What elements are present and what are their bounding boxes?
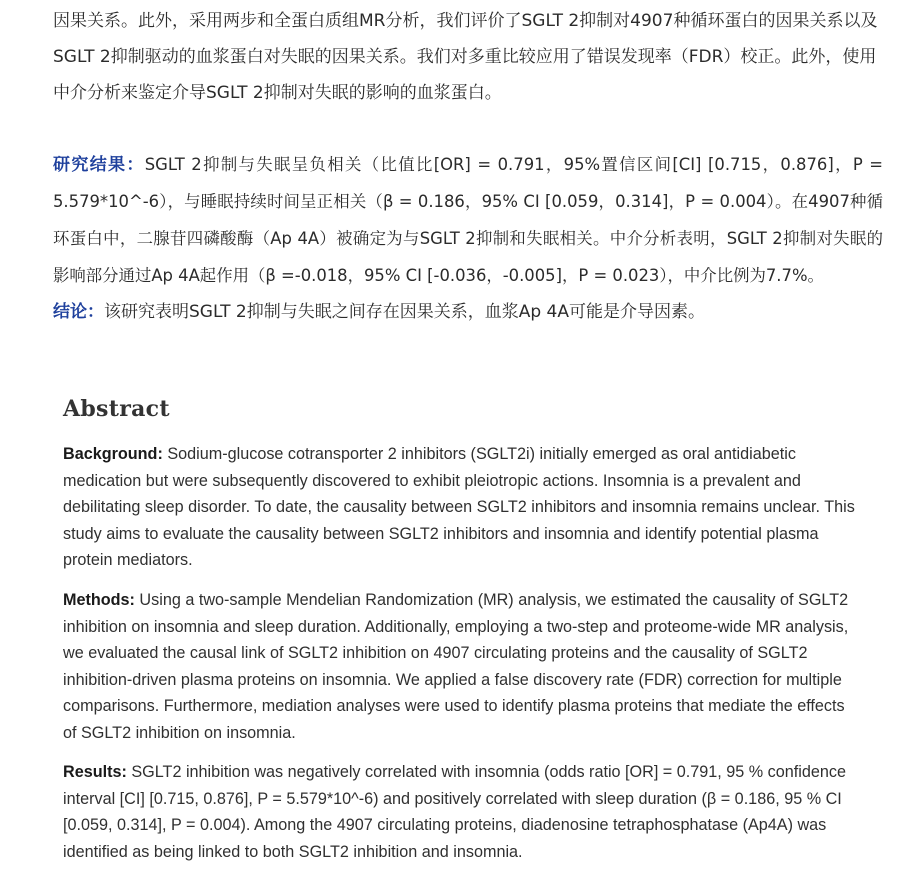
background-text: Sodium-glucose cotransporter 2 inhibitors (SGLT2i) initially emerged as oral antidiabetic medication but were subsequently discovered to exhibit pleiotropic actions. Insomnia is a prevalent and debilitating sleep disorder. To date, the causality between SGLT2 inhibitors and insomnia remains unclear. This study aims to evaluate the causality between SGLT2 inhibitors and insomnia and identify potential plasma protein mediators. [63,445,855,570]
methods-label: Methods: [63,591,135,609]
abstract-screenshot [52,388,862,871]
abstract-methods-paragraph [63,587,859,747]
cn-results-text: SGLT 2抑制与失眠呈负相关（比值比[OR] = 0.791，95%置信区间[CI] [0.715，0.876]，P = 5.579*10^-6），与睡眠持续时间呈正相关（β = 0.186，95% CI [0.059，0.314]，P = 0.004）。在4907种循环蛋白中，二腺苷四磷酸酶（Ap 4A）被确定为与SGLT 2抑制和失眠相关。中介分析表明，SGLT 2抑制对失眠的影响部分通过Ap 4A起作用（β =-0.018，95% CI [-0.036，-0.005]，P = 0.023），中介比例为7.7%。 [53,155,884,285]
cn-conclusion-label: 结论： [53,301,104,322]
cn-results-paragraph [53,147,883,294]
cn-conclusion-paragraph [53,295,883,331]
results-text: SGLT2 inhibition was negatively correlated with insomnia (odds ratio [OR] = 0.791, 95 % confidence interval [CI] [0.715, 0.876], P = 5.579*10^-6) and positively correlated with sleep duration (β = 0.186, 95 % CI [0.059, 0.314], P = 0.004). Among the 4907 circulating proteins, diadenosine tetraphosphatase (Ap4A) was identified as being linked to both SGLT2 inhibition and insomnia. [63,763,846,861]
methods-text: Using a two-sample Mendelian Randomization (MR) analysis, we estimated the causality of SGLT2 inhibition on insomnia and sleep duration. Additionally, employing a two-step and proteome-wide MR analysis, we evaluated the causal link of SGLT2 inhibition on 4907 circulating proteins and the causality of SGLT2 inhibition-driven plasma proteins on insomnia. We applied a false discovery rate (FDR) correction for multiple comparisons. Furthermore, mediation analyses were used to identify plasma proteins that mediate the effects of SGLT2 inhibition on insomnia. [63,591,849,742]
cn-results-label: 研究结果： [53,155,145,176]
cn-methods-paragraph: 因果关系。此外，采用两步和全蛋白质组MR分析，我们评价了SGLT 2抑制对4907种循环蛋白的因果关系以及SGLT 2抑制驱动的血浆蛋白对失眠的因果关系。我们对多重比较应用了错误发现率（FDR）校正。此外，使用中介分析来鉴定介导SGLT 2抑制对失眠的影响的血浆蛋白。 [53,11,878,103]
abstract-title: Abstract [63,396,170,422]
abstract-background-paragraph [63,441,859,574]
background-label: Background: [63,445,163,463]
abstract-results-paragraph [63,759,859,865]
results-label: Results: [63,763,127,781]
cn-conclusion-text: 该研究表明SGLT 2抑制与失眠之间存在因果关系，血浆Ap 4A可能是介导因素。 [104,301,705,322]
chinese-translation [53,4,883,330]
